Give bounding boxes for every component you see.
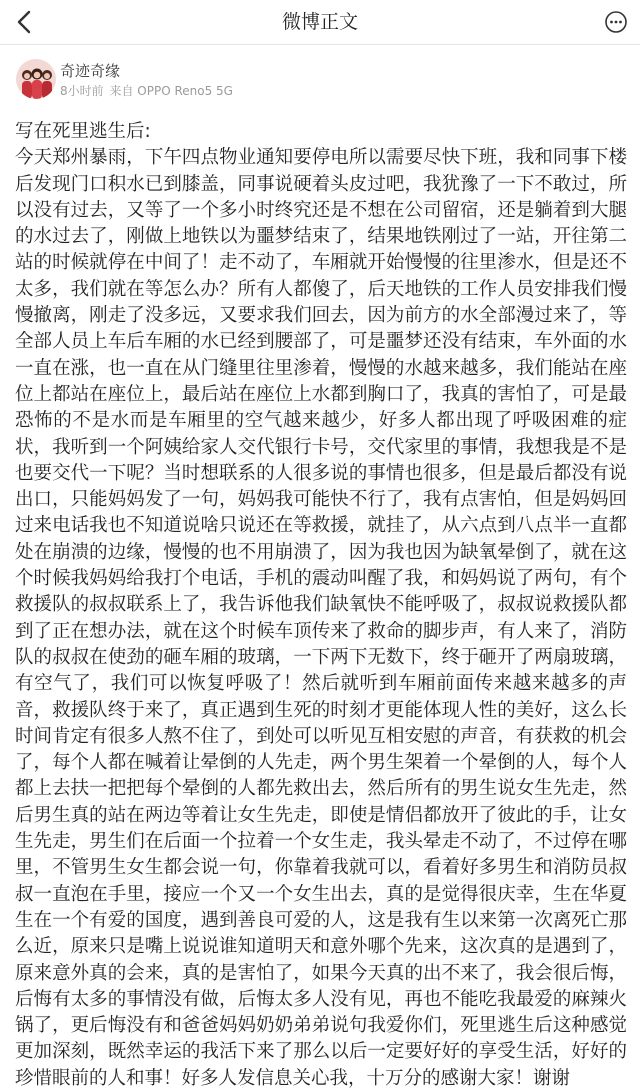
post-time: 8小时前 bbox=[60, 84, 104, 98]
post-meta bbox=[60, 82, 235, 99]
post-content bbox=[15, 119, 627, 1092]
post-author bbox=[16, 58, 616, 102]
more-horizontal-icon bbox=[604, 10, 628, 34]
avatar[interactable] bbox=[16, 59, 56, 99]
post-title: 写在死里逃生后: bbox=[15, 121, 151, 142]
more-button[interactable] bbox=[602, 8, 630, 36]
post-body: 今天郑州暴雨，下午四点物业通知要停电所以需要尽快下班，我和同事下楼后发现门口积水已到膝盖，同事说硬着头皮过吧，我犹豫了一下不敢过，所以没有过去，又等了一个多小时终究还是不想在公司留宿，还是躺着到大腿的水过去了，刚做上地铁以为噩梦结束了，结果地铁刚过了一站，开往第二站的时候就停在中间了！走不动了，车厢就开始慢慢的往里渗水，但是还不太多，我们就在等怎么办？所有人都傻了，后天地铁的工作人员安排我们慢慢撤离，刚走了没多远，又要求我们回去，因为前方的水全部漫过来了，等全部人员上车后车厢的水已经到腰部了，可是噩梦还没有结束，车外面的水一直在涨，也一直在从门缝里往里渗着，慢慢的水越来越多，我们能站在座位上都站在座位上，最后站在座位上水都到胸口了，我真的害怕了，可是最恐怖的不是水而是车厢里的空气越来越少，好多人都出现了呼吸困难的症状，我听到一个阿姨给家人交代银行卡号，交代家里的事情，我想我是不是也要交代一下呢？当时想联系的人很多说的事情也很多，但是最后都没有说出口，只能妈妈发了一句，妈妈我可能快不行了，我有点害怕，但是妈妈回过来电话我也不知道说啥只说还在等救援，就挂了，从六点到八点半一直都处在崩溃的边缘，慢慢的也不用崩溃了，因为我也因为缺氧晕倒了，就在这个时候我妈妈给我打个电话，手机的震动叫醒了我，和妈妈说了两句，有个救援队的叔叔联系上了，我告诉他我们缺氧快不能呼吸了，叔叔说救援队都到了正在想办法，就在这个时候车顶传来了救命的脚步声，有人来了，消防队的叔叔在使劲的砸车厢的玻璃，一下两下无数下，终于砸开了两扇玻璃，有空气了，我们可以恢复呼吸了！然后就听到车厢前面传来越来越多的声音，救援队终于来了，真正遇到生死的时刻才更能体现人性的美好，这么长时间肯定有很多人熬不住了，到处可以听见互相安慰的声音，有获救的机会了，每个人都在喊着让晕倒的人先走，两个男生架着一个晕倒的人，每个人都上去扶一把把每个晕倒的人都先救出去，然后所有的男生说女生先走，然后男生真的站在两边等着让女生先走，即使是情侣都放开了彼此的手，让女生先走，男生们在后面一个拉着一个女生走，我头晕走不动了，不过停在哪里，不管男生女生都会说一句，你靠着我就可以，看着好多男生和消防员叔叔一直泡在手里，接应一个又一个女生出去，真的是觉得很庆幸，生在华夏生在一个有爱的国度，遇到善良可爱的人，这是我有生以来第一次离死亡那么近，原来只是嘴上说说谁知道明天和意外哪个先来，这次真的是遇到了，原来意外真的会来，真的是害怕了，如果今天真的出不来了，我会很后悔，后悔有太多的事情没有做，后悔太多人没有见，再也不能吃我最爱的麻辣火锅了，更后悔没有和爸爸妈妈奶奶弟弟说句我爱你们，死里逃生后这种感觉更加深刻，既然幸运的我活下来了那么以后一定要好好的享受生活，好好的珍惜眼前的人和事！好多人发信息关心我，十万分的感谢大家！谢谢 bbox=[15, 147, 627, 1089]
avatar-image bbox=[16, 59, 56, 99]
page-title: 微博正文 bbox=[281, 11, 358, 33]
author-name[interactable]: 奇迹奇缘 bbox=[60, 62, 121, 80]
top-nav-bar bbox=[0, 0, 640, 45]
post-source: 来自 OPPO Reno5 5G bbox=[109, 84, 233, 98]
